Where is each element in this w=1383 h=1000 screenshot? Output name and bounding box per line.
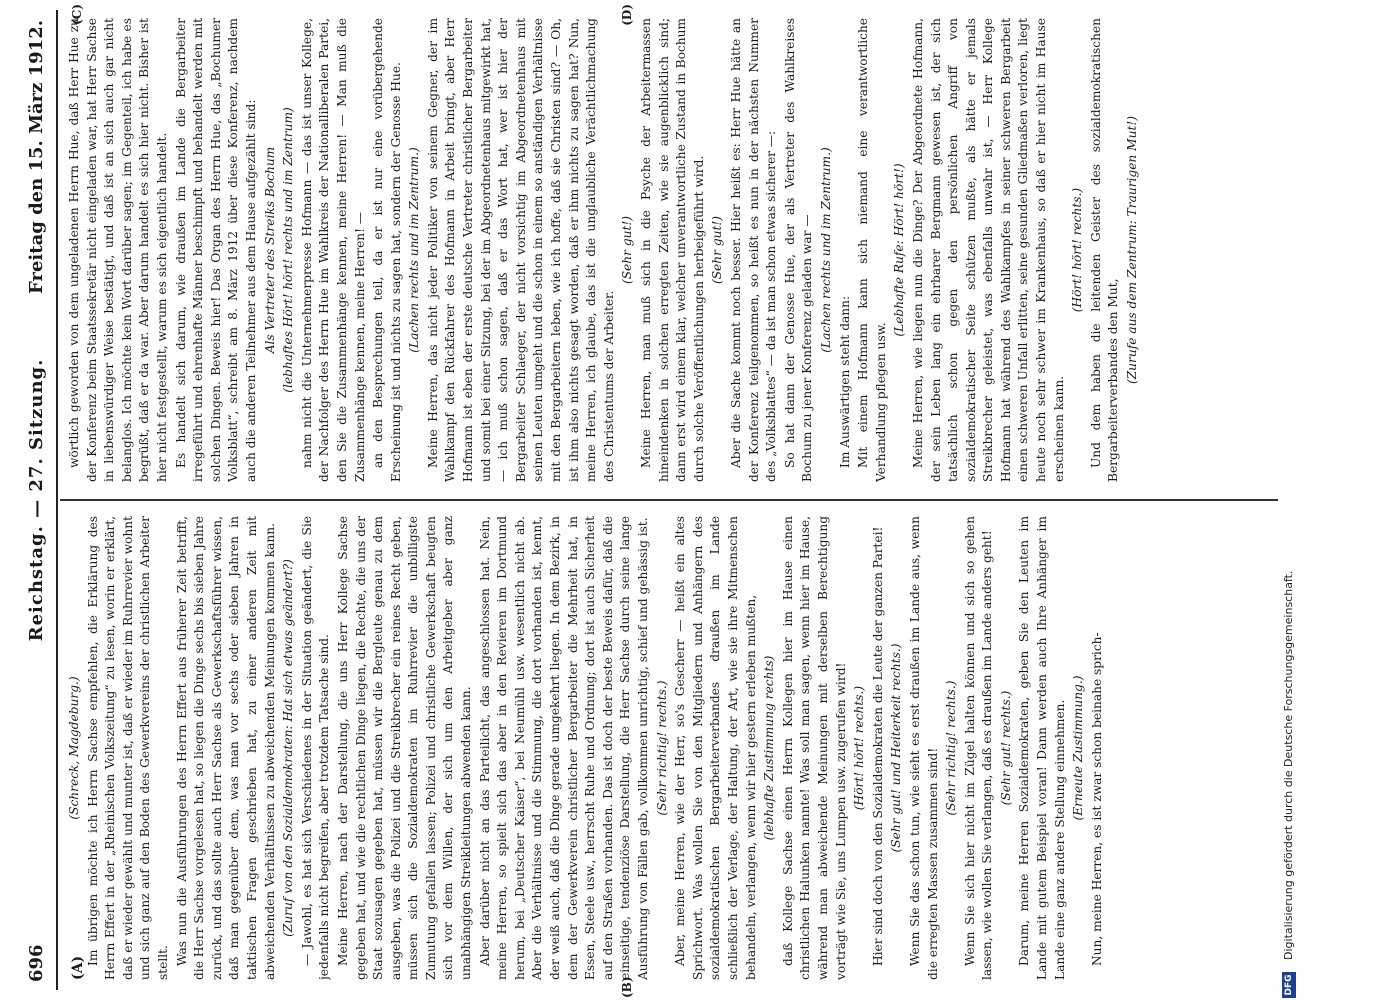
interjection: (Sehr gut!) — [620, 215, 635, 285]
paragraph: Meine Herren, nach der Darstellung, die uns Herr Kollege Sachse gegeben hat, und wie die rechtlichen Dinge liegen, die Rechte, die uns der Staat sozusagen gegeben hat, müssen wir die Bergleute genau zu dem ausgeben, was die Polizei und die Streikbrecher ein reines Recht geben, müssen sich die Sozialdemokraten im Ruhrrevier die unbilligste Zumutung gefallen lassen; Polizei und christliche Gewerkschaft beugten sich vor dem Willen, der sich um den Arbeitgeber aber ganz unabhängigen Streikleitungen abwenden kann. — [335, 516, 474, 980]
interjection: (Hört! hört! rechts.) — [1070, 187, 1085, 313]
right-text-column — [66, 18, 1276, 482]
paragraph: Meine Herren, wie liegen nun die Dinge? Der Abgeordnete Hofmann, der sein Leben lang ein ehrbarer Bergmann gewesen ist, der sich tatsächlich schon gegen den persönlichen Angriff von sozialdemokratischer Seite schützen mußte, als hätte er jemals Streikbrecher geleistet, was ebenfalls unwahr ist, — Herr Kollege Hofmann hat während des Wahlkampfes in seiner schweren Bergarbeit einen schweren Unfall erlitten, seine gesunden Gliedmaßen verloren, liegt heute noch sehr schwer im Krankenhaus, so daß er hier nicht im Hause erscheinen kann. — [910, 18, 1066, 482]
paragraph: Im Auswärtigen steht dann: — [837, 295, 852, 468]
header-divider — [56, 10, 58, 990]
interjection: (Sehr gut! rechts.) — [998, 690, 1013, 806]
paragraph: Es handelt sich darum, wie draußen im Lande die Bergarbeiter irregeführt und ehrenhafte Männer beschimpft und behandelt werden mit solchen Dingen. Beweis hier! Das Organ des Herrn Hue, das „Bochumer Volksblatt“, schreibt am 8. März 1912 über diese Konferenz, nachdem auch die anderen Teilnehmer aus dem Hause aufgezählt sind: — [173, 18, 258, 482]
interjection: (Sehr richtig! rechts.) — [654, 680, 669, 816]
paragraph: Aber die Sache kommt noch besser. Hier heißt es: Herr Hue hätte an der Konferenz teilgenommen, so heißt es nun in der nächsten Nummer des „Volksblattes“ — da ist man schon etwas sicherer —: — [728, 18, 779, 482]
left-text-column — [66, 516, 1276, 980]
page-number: 696 — [26, 944, 47, 982]
dfg-logo: DFG — [1282, 972, 1296, 998]
interjection: (Sehr richtig! rechts.) — [944, 680, 959, 816]
interjection: (Zuruf von den Sozialdemokraten: Hat sich etwas geändert?) — [281, 559, 296, 937]
paragraph: Darum, meine Herren Sozialdemokraten, geben Sie den Leuten im Lande mit gutem Beispiel voran! Dann werden auch Ihre Anhänger im Lande eine ganz andere Stellung einnehmen. — [1017, 516, 1067, 980]
digitization-credit: Digitalisierung gefördert durch die Deutsche Forschungsgemeinschaft. — [1282, 570, 1295, 960]
interjection: (lebhaftes Hört! hört! rechts und im Zentrum) — [281, 107, 296, 393]
interjection: (lebhafte Zustimmung rechts) — [762, 655, 777, 841]
margin-marker-b: (B) — [620, 976, 634, 998]
interjection: (Erneute Zustimmung.) — [1071, 675, 1086, 821]
interjection: (Lachen rechts und im Zentrum.) — [407, 147, 422, 353]
paragraph: Wenn Sie sich hier nicht im Zügel halten können und sich so gehen lassen, wie wollen Sie verlangen, daß es draußen im Lande anders geht! — [962, 516, 995, 980]
paragraph: daß Kollege Sachse einen Herrn Kollegen hier im Hause einen christlichen Halunken nannte! Was soll man sagen, wenn hier im Hause, während man abweichende Meinungen mit derselben Berechtigung vorträgt wie Sie, uns Lumpen usw. zugerufen wird! — [780, 516, 848, 980]
paragraph: Was nun die Ausführungen des Herrn Effert aus früherer Zeit betrifft, die Herr Sachse vorgelesen hat, so liegen die Dinge sechs bis sieben Jahre zurück, und das sollte auch Herr Sachse als Gewerkschaftsführer wissen, daß man gegenüber dem, was man vor sechs oder sieben Jahren in taktischen Fragen geschrieben hat, zu einer anderen Zeit mit abweichenden Verhältnissen zu abweichenden Meinungen kommen kann. — [174, 516, 277, 980]
page-title: Reichstag. — 27. Sitzung. — [26, 358, 47, 642]
paragraph: Meine Herren, das nicht jeder Politiker von seinem Gegner, der im Wahlkampf den Rückfahrer des Hofmann in Arbeit bringt, aber Herr Hofmann ist eben der erste deutsche Vertreter christlicher Bergarbeiter und somit bei einer Sitzung, bei der im Abgeordnetenhaus mitgewirkt hat, — ich muß schon sagen, daß er das Wort hat, wer ist hier der Bergarbeiter Schlaeger, der nicht vorsichtig im Abgeordnetenhaus mit seinen Leuten umgeht und die schon in einem so anständigen Verhältnisse mit den Bergarbeitern leben, wie ich hoffe, daß sie Christen sind? — Oh, ist ihm also nichts gesagt worden, daß er ihm nichts zu sagen hat? Nun, meine Herren, ich glaube, das ist die unglaubliche Verächtlichmachung des Christentums der Arbeiter. — [425, 18, 616, 482]
interjection: (Lebhafte Rufe: Hört! hört!) — [892, 163, 907, 337]
paragraph: Hier sind doch von den Sozialdemokraten die Leute der ganzen Partei! — [870, 526, 885, 966]
paragraph: an den Besprechungen teil, da er ist nur eine vorübergehende Erscheinung ist und nichts zu sagen hat, sondern der Genosse Hue. — [371, 18, 403, 482]
paragraph: Meine Herren, man muß sich in die Psyche der Arbeitermassen hineindenken in solchen erregten Zeiten, wie sie augenblicklich sind; dann erst wird einem klar, welcher unverantwortliche Zustand in Bochum durch solche Veröffentlichungen herbeigeführt wird. — [639, 18, 706, 482]
paragraph: Mit einem Hofmann kann sich niemand eine verantwortliche Verhandlung pflegen usw. — [856, 18, 888, 482]
paragraph: — Jawohl, es hat sich Verschiedenes in der Situation geändert, die Sie jedenfalls nicht begreifen, aber trotzdem Tatsache sind. — [299, 516, 332, 980]
margin-marker-d: (D) — [620, 4, 634, 26]
interjection: (Sehr gut! und Heiterkeit rechts.) — [889, 643, 904, 853]
digitization-credit-bar — [1280, 0, 1300, 1000]
margin-marker-a: (A) — [70, 955, 86, 980]
interjection: (Hört! hört! rechts.) — [852, 685, 867, 811]
interjection: Als Vertreter des Streiks Bochum — [262, 146, 277, 354]
column-divider — [60, 499, 1278, 501]
interjection: (Schreck, Magdeburg.) — [67, 676, 81, 820]
paragraph: wörtlich geworden von dem ungeladenen Herrn Hue, daß Herr Hue zu der Konferenz beim Staatssekretär nicht eingeladen war, hat Herr Sachse in liebenswürdiger Weise bestätigt, und daß ist an sich auch gar nicht belanglos. Ich möchte kein Wort darüber sagen; im Gegenteil, ich habe es begrüßt, daß er da war. Aber darum handelt es sich hier nicht. Bisher ist hier nicht festgestellt, warum es sich eigentlich handelt. — [67, 18, 169, 482]
paragraph: nahm nicht die Unternehmerpresse Hofmann — das ist unser Kollege, der Nachfolger des Herrn Hue im Wahlkreis der Nationalliberalen Partei, den Sie die Zusammenhänge kennen, meine Herren! — Man muß die Zusammenhänge kennen, meine Herren! — — [299, 18, 367, 482]
paragraph: Im übrigen möchte ich Herrn Sachse empfehlen, die Erklärung des Herrn Effert in der „Rheinischen Volkszeitung“ zu lesen, worin er erklärt, daß er wieder gewählt und munter ist, daß er wieder im Ruhrrevier wohnt und sich ganz auf den Boden des Gewerkvereins der christlichen Arbeiter stellt. — [85, 516, 170, 980]
paragraph: Und dem haben die leitenden Geister des sozialdemokratischen Bergarbeiterverbandes den Mut, — [1088, 18, 1121, 482]
session-date: Freitag den 15. März 1912. — [26, 20, 47, 294]
paragraph: Nun, meine Herren, es ist zwar schon beinahe sprich- — [1089, 632, 1104, 966]
margin-marker-c: (C) — [70, 4, 84, 25]
interjection: (Sehr gut!) — [710, 215, 725, 285]
paragraph: Aber darüber nicht an das Parteilicht, das angeschlossen hat. Nein, meine Herren, so spielt sich das aber in den Revieren im Dortmund herum, bei „Deutscher Kaiser“, bei Neumühl usw. wesentlich nicht ab. Aber die Verhältnisse und die Stimmung, die dort vorhanden ist, kennt, der weiß auch, daß die Dinge gerade umgekehrt liegen. In dem Bezirk, in dem der Gewerkverein christlicher Bergarbeiter die Mehrheit hat, in Essen, Steele usw., herrscht Ruhe und Ordnung; dort ist auch Sicherheit auf den Straßen vorhanden. Das ist doch der beste Beweis dafür, daß die einseitige, tendenziöse Darstellung, die Herr Sachse durch seine lange Ausführung von Fällen gab, vollkommen unrichtig, schief und gehässig ist. — [477, 516, 650, 980]
interjection: (Zurufe aus dem Zentrum: Traurigen Mut!) — [1125, 115, 1140, 385]
page-header — [18, 0, 58, 1000]
paragraph: Wenn Sie das schon tun, wie sieht es erst draußen im Lande aus, wenn die erregten Massen zusammen sind! — [907, 516, 940, 980]
interjection: (Lachen rechts und im Zentrum.) — [818, 147, 833, 353]
paragraph: Aber, meine Herren, wie der Herr, so's Gescherr — heißt ein altes Sprichwort. Was wollen Sie von den Mitgliedern und Anhängern des sozialdemokratischen Bergarbeiterverbandes draußen im Lande schließlich der Verlage, der Haltung, der Art, wie sie ihre Mitmenschen behandeln, verlangen, wenn wir hier gestern erleben mußten, — [673, 516, 758, 980]
paragraph: So hat dann der Genosse Hue, der als Vertreter des Wahlkreises Bochum zu jener Konferenz geladen war — — [782, 18, 815, 482]
